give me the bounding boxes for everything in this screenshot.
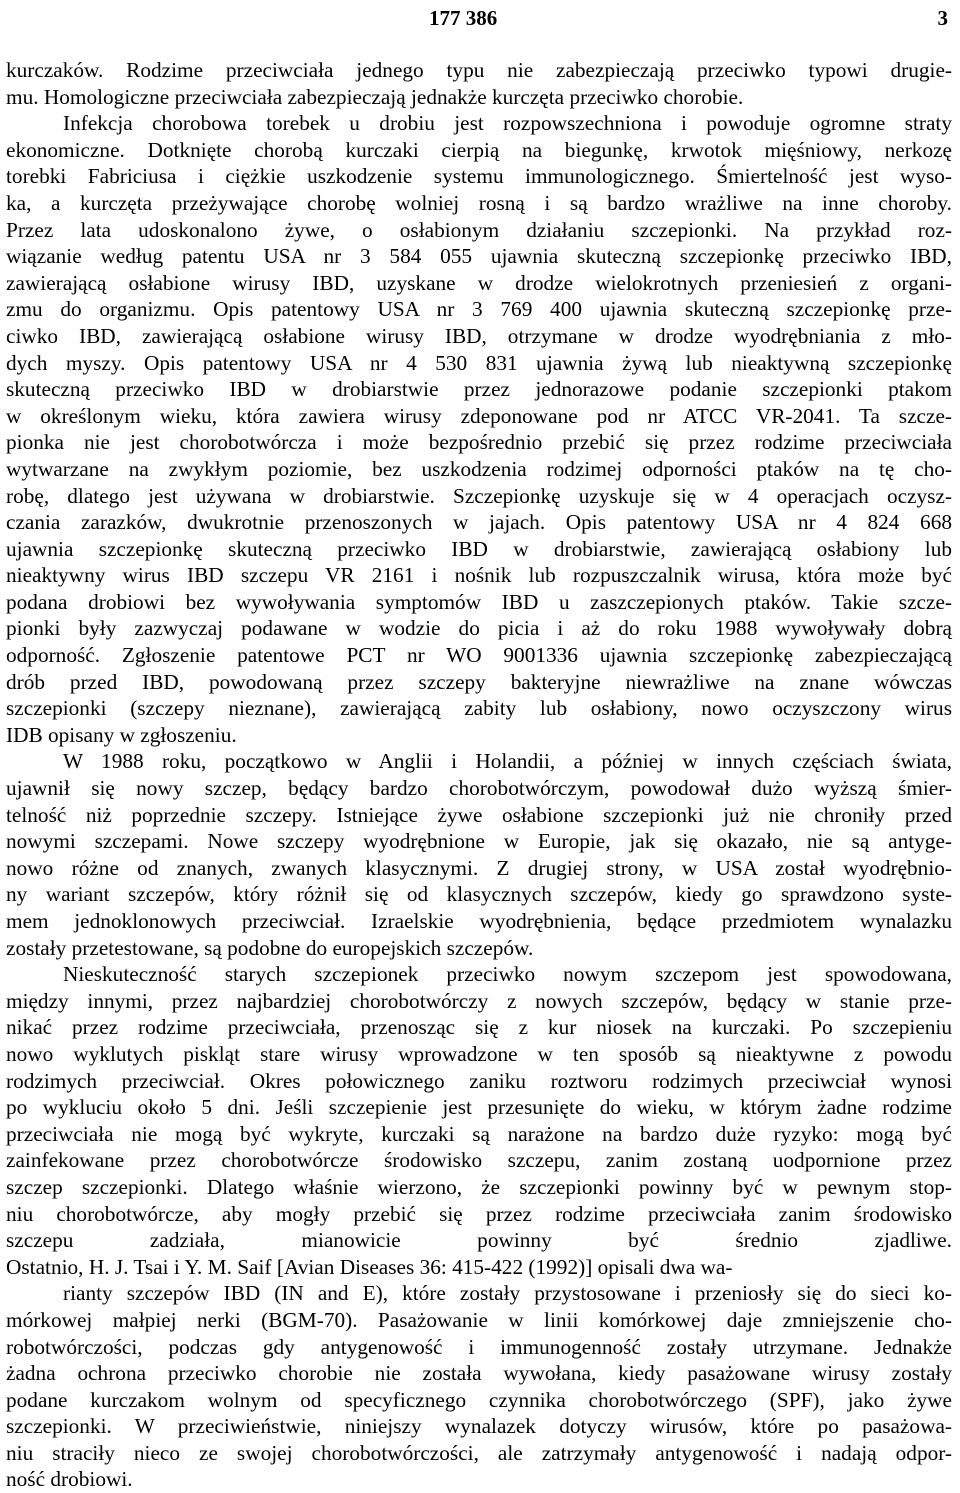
text-line: wiązanie według patentu USA nr 3 584 055 ujawnia skuteczną szczepionkę przeciwko IBD, [6, 244, 952, 269]
text-line: W 1988 roku, początkowo w Anglii i Holandii, a później w innych częściach świata, [63, 749, 952, 774]
text-line: nieaktywny wirus IBD szczepu VR 2161 i nośnik lub rozpuszczalnik wirusa, która może być [6, 563, 952, 588]
text-line: szczepionki (szczepy nieznane), zawierającą zabity lub osłabiony, nowo oczyszczony wirus [6, 696, 952, 721]
text-line: podane kurczakom wolnym od specyficznego czynnika chorobotwórczego (SPF), jako żywe [6, 1387, 952, 1412]
text-line: mem jednoklonowych przeciwciał. Izraelskie wyodrębnienia, będące przedmiotem wynalazku [6, 909, 952, 933]
text-line: szczep szczepionki. Dlatego właśnie wierzono, że szczepionki powinny być w pewnym stop- [6, 1174, 952, 1199]
text-line: między innymi, przez najbardziej chorobotwórczy z nowych szczepów, będący w stanie prze- [6, 988, 952, 1013]
text-line: szczepionki. W przeciwieństwie, niniejszy wynalazek dotyczy wirusów, które po pasażowa- [6, 1414, 952, 1439]
text-line: rodzimych przeciwciał. Okres połowicznego zaniku roztworu rodzimych przeciwciał wynosi [6, 1068, 952, 1093]
text-line: Infekcja chorobowa torebek u drobiu jest rozpowszechniona i powoduje ogromne straty [63, 111, 952, 136]
text-line: torebki Fabriciusa i ciężkie uszkodzenie systemu immunologicznego. Śmiertelność jest wyso- [6, 164, 952, 189]
text-line: Nieskuteczność starych szczepionek przeciwko nowym szczepom jest spowodowana, [63, 962, 952, 987]
text-line: ka, a kurczęta przeżywające chorobę wolniej rosną i są bardzo wrażliwe na inne choroby. [6, 190, 952, 215]
text-line: nowo wyklutych piskląt stare wirusy wprowadzone w ten sposób są nieaktywne z powodu [6, 1041, 952, 1066]
text-line: czania zarazków, dwukrotnie przenoszonych w jajach. Opis patentowy USA nr 4 824 668 [6, 510, 952, 535]
text-line: niu chorobotwórcze, aby mogły przebić się przez rodzime przeciwciała zanim środowisko [6, 1201, 952, 1226]
text-line: rianty szczepów IBD (IN and E), które zostały przystosowane i przeniosły się do sieci ko- [63, 1281, 952, 1306]
text-line: ny wariant szczepów, który różnił się od klasycznych szczepów, kiedy go sprawdzono syste- [6, 882, 952, 907]
text-line: mu. Homologiczne przeciwciała zabezpieczają jednakże kurczęta przeciwko chorobie. [6, 84, 744, 109]
text-line: podana drobiowi bez wywoływania symptomów IBD u zaszczepionych ptaków. Takie szcze- [6, 589, 952, 614]
text-line: ekonomiczne. Dotknięte chorobą kurczaki cierpią na biegunkę, krwotok mięśniowy, nerkozę [6, 137, 952, 162]
text-line: szczepu zadziała, mianowicie powinny być średnio zjadliwe. [6, 1228, 952, 1253]
text-line: ujawnia szczepionkę skuteczną przeciwko IBD w drobiarstwie, zawierającą osłabiony lub [6, 536, 952, 561]
text-line: zainfekowane przez chorobotwórcze środowisko szczepu, zanim zostaną uodpornione przez [6, 1148, 952, 1173]
text-line: ność drobiowi. [6, 1467, 133, 1492]
text-line: nikać przez rodzime przeciwciała, przenosząc się z kur niosek na kurczaki. Po szczepieniu [6, 1015, 952, 1040]
text-line: nowo różne od znanych, zwanych klasycznymi. Z drugiej strony, w USA został wyodrębnio- [6, 855, 952, 880]
text-line: robotwórczości, podczas gdy antygenowość i immunogenność zostały utrzymane. Jednakże [6, 1334, 952, 1359]
text-line: zostały przetestowane, są podobne do europejskich szczepów. [6, 935, 534, 960]
text-line: telność niż poprzednie szczepy. Istniejące żywe osłabione szczepionki już nie chroniły przed [6, 802, 952, 827]
text-line: robę, dlatego jest używana w drobiarstwie. Szczepionkę uzyskuje się w 4 operacjach oczysz- [6, 483, 952, 508]
text-line: drób przed IBD, powodowaną przez szczepy bakteryjne niewrażliwe na znane wówczas [6, 669, 952, 694]
text-line: skuteczną przeciwko IBD w drobiarstwie przez jednorazowe podanie szczepionki ptakom [6, 377, 952, 402]
text-line: IDB opisany w zgłoszeniu. [6, 722, 237, 747]
text-line: Ostatnio, H. J. Tsai i Y. M. Saif [Avian Diseases 36: 415-422 (1992)] opisali dwa wa- [6, 1254, 733, 1279]
page-number: 3 [937, 6, 948, 30]
body-text [6, 57, 952, 1493]
text-line: mórkowej małpiej nerki (BGM-70). Pasażowanie w linii komórkowej daje zmniejszenie cho- [6, 1307, 952, 1332]
text-line: żadna ochrona przeciwko chorobie nie została wywołana, kiedy pasażowane wirusy zostały [6, 1361, 952, 1386]
text-line: Przez lata udoskonalono żywe, o osłabionym działaniu szczepionki. Na przykład roz- [6, 217, 952, 242]
text-line: po wykluciu około 5 dni. Jeśli szczepienie jest przesunięte do wieku, w którym żadne rodzime [6, 1095, 952, 1120]
text-line: kurczaków. Rodzime przeciwciała jednego typu nie zabezpieczają przeciwko typowi drugie- [6, 58, 952, 82]
text-line: odporność. Zgłoszenie patentowe PCT nr WO 9001336 ujawnia szczepionkę zabezpieczającą [6, 643, 952, 668]
text-line: ujawnił się nowy szczep, będący bardzo chorobotwórczym, powodował dużo wyższą śmier- [6, 776, 952, 801]
text-line: wytwarzane na zwykłym poziomie, bez uszkodzenia rodzimej odporności ptaków na tę cho- [6, 456, 952, 481]
document-number: 177 386 [429, 6, 498, 30]
text-line: przeciwciała nie mogą być wykryte, kurczaki są narażone na bardzo duże ryzyko: mogą być [6, 1121, 952, 1146]
text-line: zawierającą osłabione wirusy IBD, uzyskane w drodze wielokrotnych przeniesień z organi- [6, 270, 952, 295]
text-line: ciwko IBD, zawierającą osłabione wirusy IBD, otrzymane w drodze wyodrębniania z mło- [6, 323, 952, 348]
text-line: nowymi szczepami. Nowe szczepy wyodrębnione w Europie, jak się okazało, nie są antyge- [6, 829, 952, 854]
text-line: zmu do organizmu. Opis patentowy USA nr 3 769 400 ujawnia skuteczną szczepionkę prze- [6, 297, 952, 322]
text-line: niu straciły nieco ze swojej chorobotwórczości, ale zatrzymały antygenowość i nadają odpor- [6, 1440, 952, 1465]
page-header [0, 4, 960, 32]
text-line: w określonym wieku, która zawiera wirusy zdeponowane pod nr ATCC VR-2041. Ta szcze- [6, 403, 952, 428]
text-line: pionki były zazwyczaj podawane w wodzie do picia i aż do roku 1988 wywoływały dobrą [6, 616, 952, 641]
text-line: pionka nie jest chorobotwórcza i może bezpośrednio przebić się przez rodzime przeciwciała [6, 430, 952, 455]
text-line: dych myszy. Opis patentowy USA nr 4 530 831 ujawnia żywą lub nieaktywną szczepionkę [6, 350, 952, 375]
